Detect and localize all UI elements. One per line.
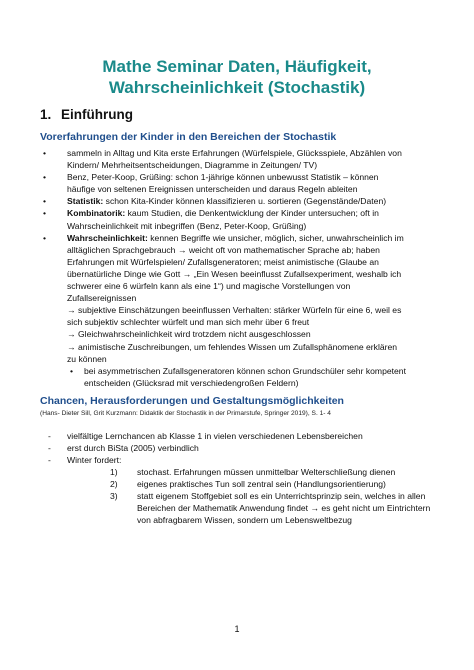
numbered-item xyxy=(110,466,446,478)
list-item-text: Benz, Peter-Koop, Grüßing: schon 1-jährige können unbewusst Statistik – können häufige von seltenen Ereignissen unterscheiden und daraus Regeln ableiten xyxy=(67,172,379,195)
arrow-line: → animistische Zuschreibungen, um fehlendes Wissen um Zufallsphänomene erklären zu können xyxy=(67,341,398,364)
bullet-symbol: • xyxy=(43,232,47,243)
sub-list-item-text: bei asymmetrischen Zufallsgeneratoren können schon Grundschüler sehr kompetent entscheiden (Glücksrad mit verschiedengroßen Feldern) xyxy=(84,365,406,388)
bullet-symbol: • xyxy=(43,172,47,183)
numbered-list xyxy=(110,466,446,526)
dash-item-text: erst durch BiSta (2005) verbindlich xyxy=(67,443,199,454)
section-number: 1. xyxy=(40,107,52,122)
dash-list xyxy=(40,430,420,466)
list-item-text: schon Kita-Kinder können klassifizieren u. sortieren (Gegenstände/Daten) xyxy=(103,196,387,207)
numbered-item-text: stochast. Erfahrungen müssen unmittelbar Welterschließung dienen xyxy=(137,467,396,477)
document-title xyxy=(40,56,434,98)
numbered-item xyxy=(110,478,446,490)
bullet-symbol: • xyxy=(43,196,47,207)
subheading-chancen: Chancen, Herausforderungen und Gestaltungsmöglichkeiten xyxy=(40,395,344,407)
bullet-symbol: • xyxy=(43,148,47,158)
dash-symbol: - xyxy=(48,455,51,466)
list-item-text: sammeln in Alltag und Kita erste Erfahrungen (Würfelspiele, Glücksspiele, Abzählen von Kindern/ Mehrheitsentscheidungen, Diagramme in Zeitungen/ TV) xyxy=(67,148,402,171)
list-item xyxy=(40,171,408,195)
list-item-term: Statistik: xyxy=(67,196,104,207)
list-item-text: kennen Begriffe wie unsicher, möglich, sicher, unwahrscheinlich im alltäglichen Sprachgebrauch → weicht oft von mathematischer Sprache ab; haben Erfahrungen mit Würfelspielen/ Zufallsgeneratoren; meist animistische (Glaube an übernatürliche Dinge wie Gott → „Ein Wesen beeinflusst Zufallsexperiment, weshalb ich schwerer eine 6 würfeln kann als eine 1“) und magische Vorstellungen von Zufallsereignissen xyxy=(67,232,404,304)
dash-item xyxy=(40,430,420,442)
dash-symbol: - xyxy=(48,431,51,441)
item-number: 1) xyxy=(110,467,118,477)
bullet-symbol: • xyxy=(43,208,47,219)
section-heading xyxy=(40,107,133,122)
dash-item-text: Winter fordert: xyxy=(67,455,122,466)
page-number: 1 xyxy=(234,624,240,634)
list-item-term: Kombinatorik: xyxy=(67,208,126,219)
arrow-line: → Gleichwahrscheinlichkeit wird trotzdem nicht ausgeschlossen xyxy=(67,329,311,340)
numbered-item-text: statt eigenem Stoffgebiet soll es ein Unterrichtsprinzip sein, welches in allen Bereichen der Mathematik Anwendung findet → es geht nicht um Eintrichtern von abfragbarem Wissen, sondern um Lebensweltbezug xyxy=(137,491,431,526)
dash-item-text: vielfältige Lernchancen ab Klasse 1 in vielen verschiedenen Lebensbereichen xyxy=(67,431,363,441)
subheading-vorerfahrungen: Vorerfahrungen der Kinder in den Bereichen der Stochastik xyxy=(40,131,337,143)
section-title: Einführung xyxy=(61,107,133,122)
list-item xyxy=(40,232,408,389)
numbered-item-text: eigenes praktisches Tun soll zentral sein (Handlungsorientierung) xyxy=(137,479,386,490)
numbered-item xyxy=(110,490,446,526)
list-item xyxy=(40,195,408,207)
arrow-line: → subjektive Einschätzungen beeinflussen Verhalten: stärker Würfeln für eine 6, weil es sich subjektiv schlechter würfelt und man sich mehr über 6 freut xyxy=(67,305,402,328)
bullet-list xyxy=(40,147,408,389)
dash-symbol: - xyxy=(48,443,51,454)
title-line-2: Wahrscheinlichkeit (Stochastik) xyxy=(108,78,366,97)
source-citation: (Hans- Dieter Sill, Grit Kurzmann: Didaktik der Stochastik in der Primarstufe, Springer 2019), S. 1- 4 xyxy=(40,410,331,417)
item-number: 2) xyxy=(110,479,118,490)
list-item-text: kaum Studien, die Denkentwicklung der Kinder untersuchen; oft in Wahrscheinlichkeit mit inbegriffen (Benz, Peter-Koop, Grüßing) xyxy=(67,208,379,231)
sub-bullet-symbol: • xyxy=(70,365,74,376)
title-line-1: Mathe Seminar Daten, Häufigkeit, xyxy=(102,57,372,76)
dash-item xyxy=(40,454,420,466)
item-number: 3) xyxy=(110,491,118,502)
list-item xyxy=(40,147,408,171)
dash-item xyxy=(40,442,420,454)
sub-list-item xyxy=(40,365,408,389)
list-item-term: Wahrscheinlichkeit: xyxy=(67,232,148,243)
list-item xyxy=(40,207,408,231)
